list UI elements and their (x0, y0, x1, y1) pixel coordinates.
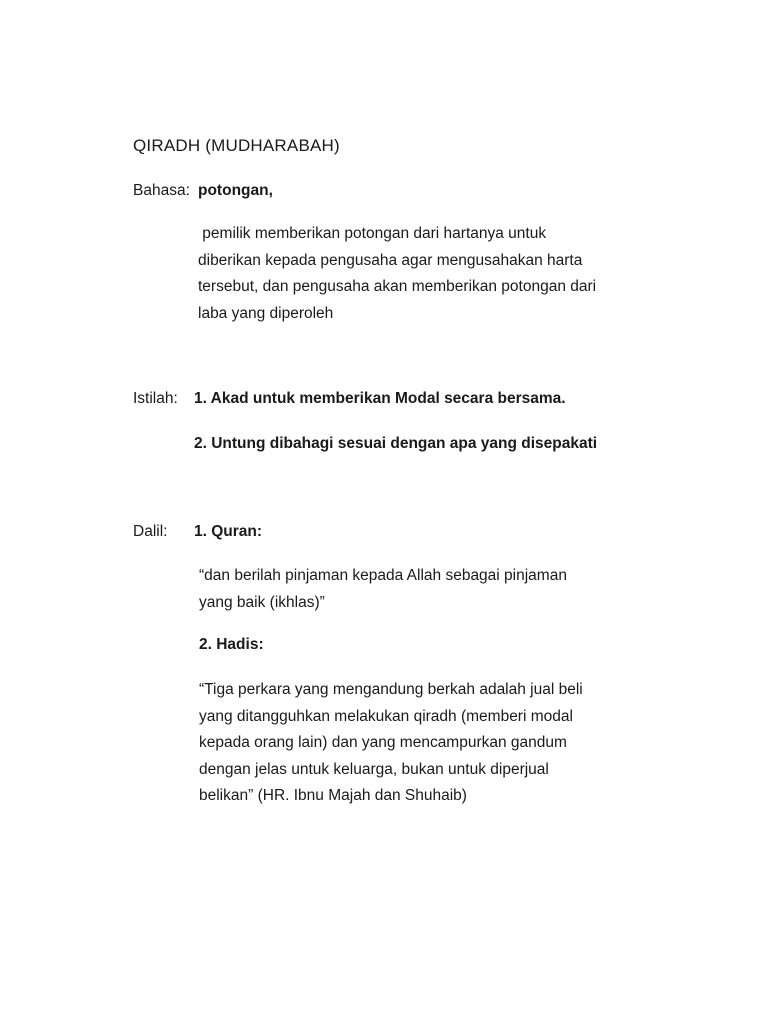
quran-quote (199, 563, 567, 616)
hadis-quote-line: belikan” (HR. Ibnu Majah dan Shuhaib) (199, 787, 467, 804)
bahasa-description-line: pemilik memberikan potongan dari hartanya untuk (198, 225, 547, 242)
hadis-quote-line: yang ditangguhkan melakukan qiradh (memberi modal (199, 707, 573, 725)
istilah-point-2: 2. Untung dibahagi sesuai dengan apa yang disepakati (194, 435, 598, 452)
bahasa-description (198, 221, 596, 327)
hadis-quote (199, 677, 583, 810)
bahasa-description-line: tersebut, dan pengusaha akan memberikan potongan dari (198, 278, 597, 295)
bahasa-label: Bahasa: (133, 182, 190, 199)
istilah-point-1: 1. Akad untuk memberikan Modal secara bersama. (194, 390, 566, 407)
dalil-label: Dalil: (133, 523, 168, 540)
bahasa-description-line: laba yang diperoleh (198, 304, 334, 322)
dalil-quran-heading: 1. Quran: (194, 523, 263, 540)
istilah-label: Istilah: (133, 390, 178, 407)
dalil-hadis-heading: 2. Hadis: (199, 636, 264, 653)
hadis-quote-line: dengan jelas untuk keluarga, bukan untuk diperjual (199, 760, 549, 778)
bahasa-description-line: diberikan kepada pengusaha agar mengusahakan harta (198, 251, 583, 269)
hadis-quote-line: kepada orang lain) dan yang mencampurkan gandum (199, 734, 567, 751)
quran-quote-line: yang baik (ikhlas)” (199, 593, 325, 611)
hadis-quote-line: “Tiga perkara yang mengandung berkah adalah jual beli (199, 681, 583, 698)
document-title: QIRADH (MUDHARABAH) (133, 136, 340, 155)
bahasa-term: potongan, (198, 182, 273, 199)
quran-quote-line: “dan berilah pinjaman kepada Allah sebagai pinjaman (199, 567, 567, 584)
